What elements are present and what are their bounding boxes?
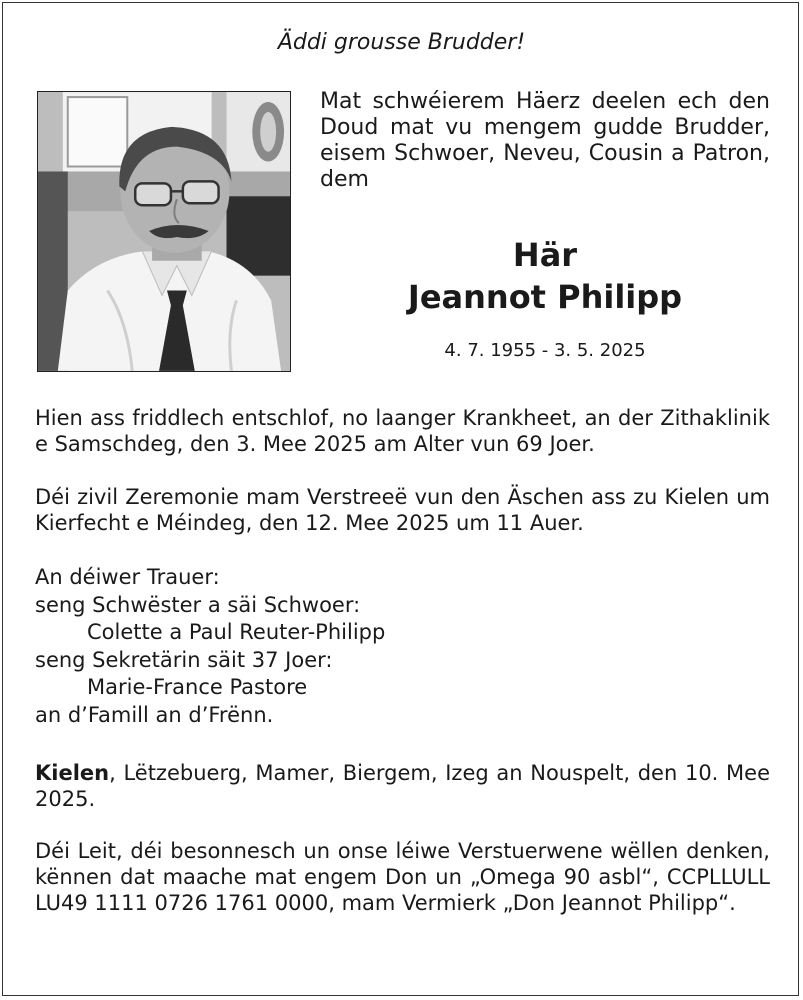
- portrait-photo: [37, 91, 291, 372]
- secretary-name: Marie-France Pastore: [87, 675, 308, 699]
- family-line: an d’Famill an d’Frënn.: [35, 702, 274, 727]
- honorific: Här: [512, 236, 578, 274]
- places-date-paragraph: [35, 760, 770, 812]
- town-name: Kielen: [35, 761, 110, 785]
- deceased-name-heading: [320, 234, 770, 318]
- sibling-names: Colette a Paul Reuter-Philipp: [87, 620, 386, 644]
- secretary-label: seng Sekretärin säit 37 Joer:: [35, 647, 333, 672]
- sibling-label: seng Schwëster a säi Schwoer:: [35, 592, 361, 617]
- deceased-name: Jeannot Philipp: [407, 278, 683, 316]
- mourners-list: [35, 564, 770, 729]
- places-rest: , Lëtzebuerg, Mamer, Biergem, Izeg an Nouspelt, den 10. Mee 2025.: [35, 761, 770, 811]
- intro-text: Mat schwéierem Häerz deelen ech den Doud mat vu mengem gudde Brudder, eisem Schwoer, Neveu, Cousin a Patron, dem: [320, 89, 770, 192]
- farewell-motto: Äddi grousse Brudder!: [277, 30, 526, 55]
- life-dates: 4. 7. 1955 - 3. 5. 2025: [444, 340, 646, 361]
- mourners-heading: An déiwer Trauer:: [35, 565, 220, 589]
- ceremony-paragraph: Déi zivil Zeremonie mam Verstreeë vun den Äschen ass zu Kielen um Kierfecht e Méindeg, den 12. Mee 2025 um 11 Auer.: [35, 485, 770, 535]
- death-paragraph: Hien ass friddlech entschlof, no laanger Krankheet, an der Zithaklinik e Samschdeg, den 3. Mee 2025 am Alter vun 69 Joer.: [35, 406, 770, 456]
- donation-paragraph: Déi Leit, déi besonnesch un onse léiwe Verstuerwene wëllen denken, kënnen dat maache mat engem Don un „Omega 90 asbl“, CCPLLULL LU49 1111 0726 1761 0000, mam Vermierk „Don Jeannot Philipp“.: [35, 839, 770, 915]
